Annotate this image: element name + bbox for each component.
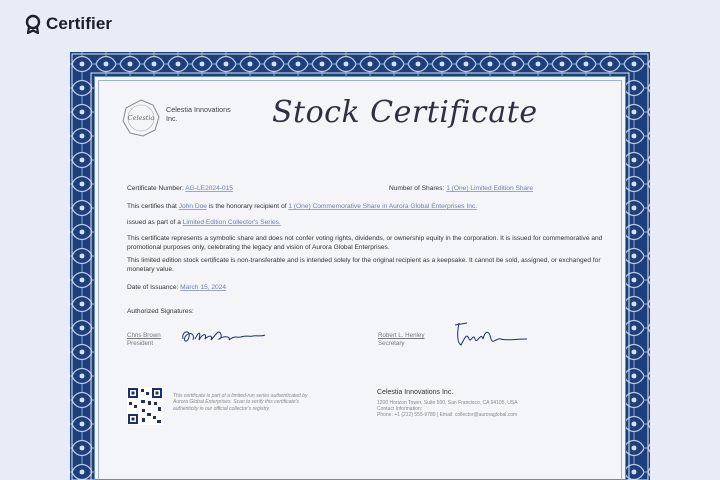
issuance-row: [127, 284, 603, 293]
brand-name: Certifier: [46, 14, 113, 33]
certificate-number-row: [127, 185, 603, 194]
share-description: 1 (One) Commemorative Share in Aurora Global Enterprises Inc.: [288, 203, 478, 210]
qr-code-icon[interactable]: [127, 387, 163, 425]
certifies-prefix: This certifies that: [127, 203, 177, 210]
certificate-paper: [94, 76, 626, 480]
signatory-name: Chris Brown: [127, 332, 161, 339]
certificate-header: [122, 95, 607, 149]
recipient-name: John Doe: [178, 203, 207, 210]
paragraph-symbolic-share: This certificate represents a symbolic share and does not confer voting rights, dividends, or ownership equity in the corporation. It is issued for commemorative and promotional purposes only, celebrating the legacy and vision of Aurora Global Enterprises.: [127, 235, 603, 251]
certificate-title: Stock Certificate: [272, 95, 538, 130]
company-seal: [122, 99, 160, 137]
company-name: Celestia Innovations Inc.: [166, 105, 231, 123]
series-prefix: issued as part of a: [127, 219, 181, 226]
signature-president: [127, 332, 161, 347]
paragraph-non-transferable: This limited edition stock certificate is non-transferable and is intended solely for the original recipient as a keepsake. It cannot be sold, assigned, or exchanged for monetary value.: [127, 257, 601, 273]
series-name: Limited Edition Collector's Series.: [182, 219, 281, 226]
signatory-title: Secretary: [378, 339, 405, 347]
certifies-row: [127, 203, 603, 212]
footer-address: 1200 Horizon Tower, Suite 500, San Francisco, CA 94105, USA: [377, 400, 518, 406]
brand-header: [24, 14, 112, 34]
shares-label: Number of Shares:: [389, 185, 445, 192]
footer-contact-block: [377, 400, 577, 419]
signatures-label: Authorized Signatures:: [127, 308, 194, 315]
footer-company-name: Celestia Innovations Inc.: [377, 389, 454, 396]
signatory-title: President: [127, 339, 154, 347]
certificate-number: AG-LE2024-015: [185, 185, 233, 192]
seal-text: Celestia: [127, 114, 155, 122]
certificate: [70, 52, 650, 480]
issuance-label: Date of Issuance:: [127, 284, 179, 291]
series-row: [127, 219, 603, 228]
footer-contact: Phone: +1 (212) 555-9789 | Email: collector@auroraglobal.com: [377, 412, 518, 419]
verification-footnote: This certificate is part of a limited-run series authenticated by Aurora Global Enterprises. Scan to verify this certificate's authenticity in our official collector's registry.: [173, 393, 308, 412]
footer-contact-label: Contact Information:: [377, 406, 423, 413]
issuance-date: March 15, 2024: [180, 284, 226, 291]
signature-secretary: [378, 332, 424, 347]
signatory-name: Robert L. Henley: [378, 332, 425, 339]
shares-field: [389, 185, 603, 194]
certifies-middle: is the honorary recipient of: [208, 203, 287, 210]
certificate-number-label: Certificate Number:: [127, 185, 184, 192]
secretary-signature-image: [449, 319, 533, 349]
certifier-logo-icon: [24, 14, 42, 34]
shares-value: 1 (One) Limited Edition Share: [446, 185, 534, 192]
president-signature-image: [179, 325, 269, 347]
